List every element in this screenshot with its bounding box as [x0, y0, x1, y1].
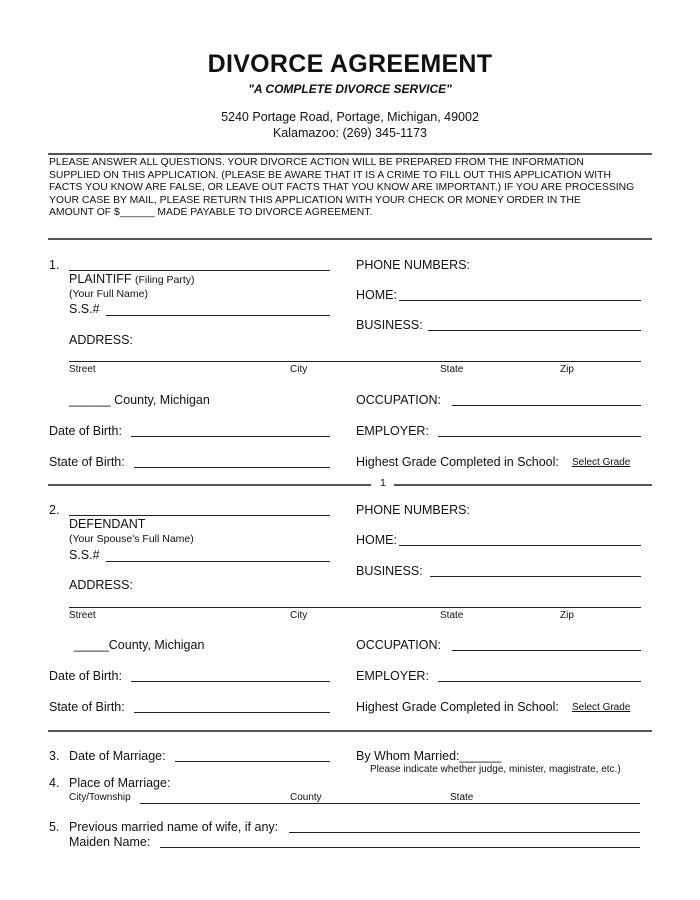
- business-label: BUSINESS:: [356, 318, 423, 332]
- defendant-name-field[interactable]: [69, 515, 330, 516]
- sob-label: State of Birth:: [49, 700, 125, 714]
- state-label: State: [450, 792, 474, 803]
- address-label: ADDRESS:: [69, 578, 133, 592]
- ss-label: S.S.#: [69, 302, 100, 316]
- form-subtitle: "A COMPLETE DIVORCE SERVICE": [248, 82, 452, 96]
- page-number: 1: [380, 477, 386, 489]
- section-divider: [48, 730, 652, 732]
- ss-label: S.S.#: [69, 548, 100, 562]
- plaintiff-employer-field[interactable]: [438, 436, 641, 437]
- notice-line: SUPPLIED ON THIS APPLICATION. (PLEASE BE AWARE THAT IT IS A CRIME TO FILL OUT THIS APPLICATION WITH: [49, 169, 612, 181]
- occupation-label: OCCUPATION:: [356, 393, 441, 407]
- page-separator-left: [48, 484, 371, 486]
- date-of-marriage-field[interactable]: [175, 761, 330, 762]
- defendant-business-phone-field[interactable]: [430, 576, 641, 577]
- dob-label: Date of Birth:: [49, 424, 122, 438]
- name-note: (Your Spouse's Full Name): [69, 533, 194, 545]
- county-label: County: [290, 792, 322, 803]
- county-label: ______ County, Michigan: [69, 393, 210, 407]
- plaintiff-name-field[interactable]: [69, 270, 330, 271]
- defendant-ss-field[interactable]: [106, 561, 330, 562]
- home-label: HOME:: [356, 533, 397, 547]
- office-phone: Kalamazoo: (269) 345-1173: [272, 126, 428, 140]
- q4-number: 4.: [49, 776, 60, 790]
- plaintiff-dob-field[interactable]: [131, 436, 330, 437]
- q3-number: 3.: [49, 749, 60, 763]
- street-label: Street: [69, 364, 96, 375]
- defendant-address-field[interactable]: [69, 607, 641, 608]
- by-whom-note: Please indicate whether judge, minister, magistrate, etc.): [370, 764, 621, 775]
- occupation-label: OCCUPATION:: [356, 638, 441, 652]
- address-label: ADDRESS:: [69, 333, 133, 347]
- maiden-name-field[interactable]: [160, 847, 640, 848]
- home-label: HOME:: [356, 288, 397, 302]
- date-of-marriage-label: Date of Marriage:: [69, 749, 166, 763]
- dob-label: Date of Birth:: [49, 669, 122, 683]
- q5-number: 5.: [49, 820, 60, 834]
- grade-label: Highest Grade Completed in School:: [356, 455, 559, 469]
- notice-line: FACTS YOU KNOW ARE FALSE, OR LEAVE OUT FACTS THAT YOU KNOW ARE IMPORTANT.) IF YOU ARE PROCESSING: [49, 182, 635, 194]
- name-note: (Your Full Name): [69, 288, 148, 300]
- defendant-employer-field[interactable]: [438, 681, 641, 682]
- business-label: BUSINESS:: [356, 564, 423, 578]
- maiden-name-label: Maiden Name:: [69, 835, 151, 849]
- plaintiff-sob-field[interactable]: [134, 467, 330, 468]
- section-number: 1.: [49, 258, 60, 272]
- zip-label: Zip: [560, 610, 574, 621]
- defendant-sob-field[interactable]: [134, 712, 330, 713]
- role-note: (Filing Party): [135, 274, 195, 286]
- phone-numbers-label: PHONE NUMBERS:: [356, 503, 470, 517]
- by-whom-married-label: By Whom Married:______: [356, 749, 502, 763]
- sob-label: State of Birth:: [49, 455, 125, 469]
- notice-line: AMOUNT OF $______ MADE PAYABLE TO DIVORCE AGREEMENT.: [49, 207, 373, 219]
- defendant-role-label: DEFENDANT: [69, 517, 146, 531]
- street-label: Street: [69, 610, 96, 621]
- defendant-dob-field[interactable]: [131, 681, 330, 682]
- notice-line: YOUR CASE BY MAIL, PLEASE RETURN THIS APPLICATION WITH YOUR CHECK OR MONEY ORDER IN THE: [49, 194, 581, 206]
- state-label: State: [440, 610, 464, 621]
- place-of-marriage-field[interactable]: [140, 803, 640, 804]
- plaintiff-occupation-field[interactable]: [452, 405, 641, 406]
- zip-label: Zip: [560, 364, 574, 375]
- page-separator-right: [394, 484, 652, 486]
- previous-name-label: Previous married name of wife, if any:: [69, 820, 279, 834]
- place-of-marriage-label: Place of Marriage:: [69, 776, 171, 790]
- instructions-notice: [49, 157, 654, 220]
- city-label: City: [290, 610, 308, 621]
- employer-label: EMPLOYER:: [356, 669, 429, 683]
- grade-label: Highest Grade Completed in School:: [356, 700, 559, 714]
- notice-line: PLEASE ANSWER ALL QUESTIONS. YOUR DIVORCE ACTION WILL BE PREPARED FROM THE INFORMATION: [49, 157, 584, 168]
- state-label: State: [440, 364, 464, 375]
- phone-numbers-label: PHONE NUMBERS:: [356, 258, 470, 272]
- city-label: City: [290, 364, 308, 375]
- section-number: 2.: [49, 503, 60, 517]
- office-address: 5240 Portage Road, Portage, Michigan, 49002: [221, 110, 479, 124]
- city-township-label: City/Township: [69, 792, 131, 803]
- plaintiff-role-label: [69, 272, 195, 286]
- plaintiff-home-phone-field[interactable]: [399, 300, 641, 301]
- plaintiff-grade-select[interactable]: Select Grade: [572, 457, 631, 468]
- employer-label: EMPLOYER:: [356, 424, 429, 438]
- plaintiff-ss-field[interactable]: [106, 315, 330, 316]
- plaintiff-address-field[interactable]: [69, 361, 641, 362]
- defendant-occupation-field[interactable]: [452, 650, 641, 651]
- defendant-home-phone-field[interactable]: [399, 545, 641, 546]
- defendant-grade-select[interactable]: Select Grade: [572, 702, 631, 713]
- notice-divider: [48, 238, 652, 240]
- form-title: DIVORCE AGREEMENT: [207, 50, 493, 78]
- role-text: PLAINTIFF: [69, 272, 132, 286]
- previous-name-field[interactable]: [289, 832, 640, 833]
- plaintiff-business-phone-field[interactable]: [428, 330, 641, 331]
- county-label: _____County, Michigan: [74, 638, 205, 652]
- header-divider: [48, 153, 652, 155]
